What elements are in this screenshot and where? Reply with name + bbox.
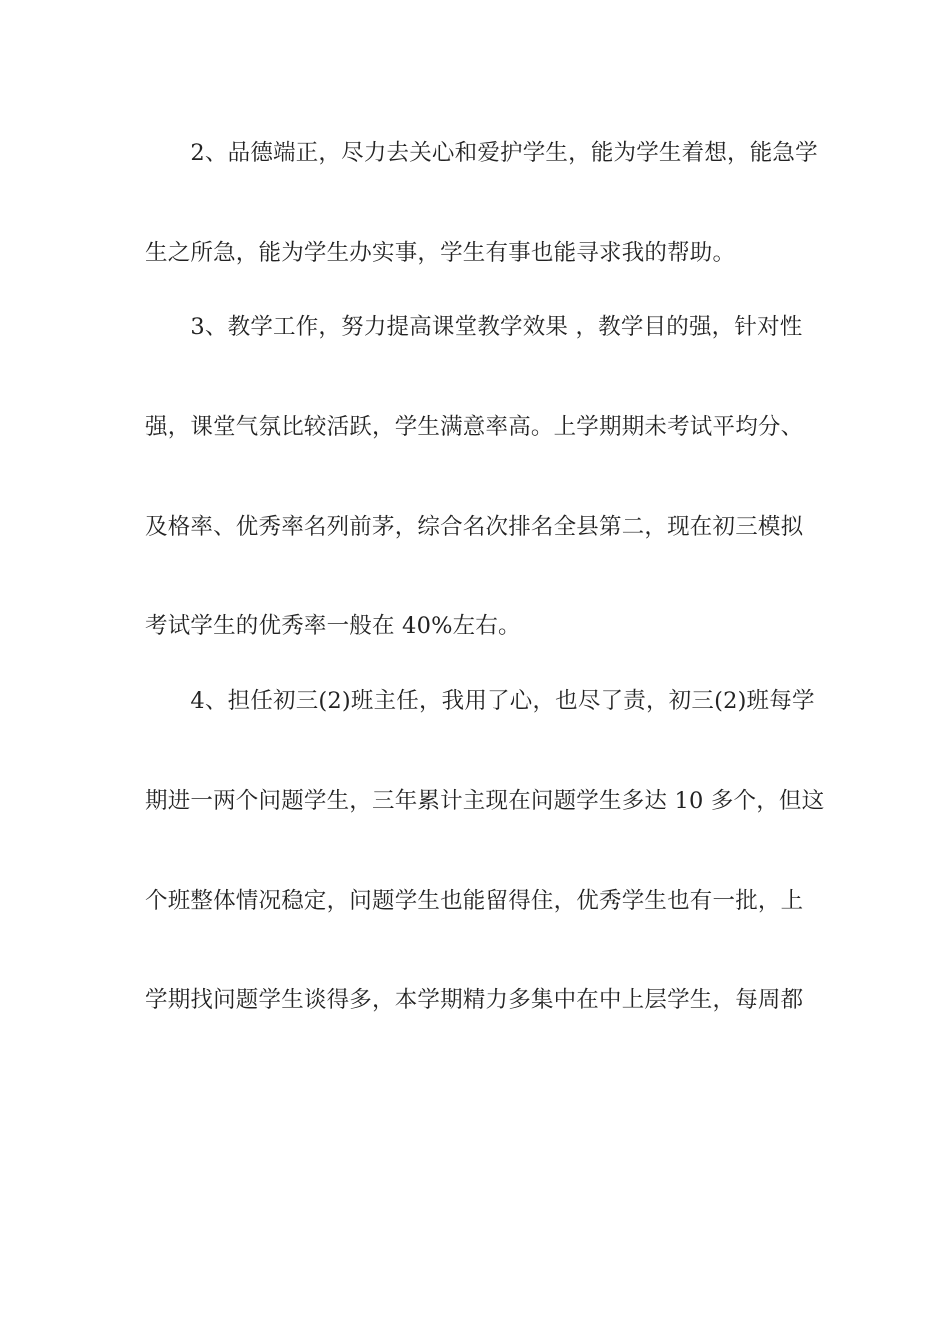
paragraph-4-line-3: 个班整体情况稳定，问题学生也能留得住，优秀学生也有一批，上 [145,888,804,914]
paragraph-4-line-2: 期进一两个问题学生，三年累计主现在问题学生多达 10 多个，但这 [145,788,825,814]
paragraph-4-line-4: 学期找问题学生谈得多，本学期精力多集中在中上层学生，每周都 [145,987,804,1013]
paragraph-3-line-3: 及格率、优秀率名列前茅，综合名次排名全县第二，现在初三模拟 [145,514,804,540]
paragraph-2-line-2: 生之所急，能为学生办实事，学生有事也能寻求我的帮助。 [145,240,736,266]
paragraph-2-line-1: 2、品德端正，尽力去关心和爱护学生，能为学生着想，能急学 [145,140,818,166]
paragraph-3-line-1: 3、教学工作，努力提高课堂教学效果 ，教学目的强，针对性 [145,314,803,340]
paragraph-4-line-1: 4、担任初三(2)班主任，我用了心，也尽了责，初三(2)班每学 [145,688,815,714]
paragraph-3-line-2: 强，课堂气氛比较活跃，学生满意率高。上学期期未考试平均分、 [145,414,804,440]
paragraph-3-line-4: 考试学生的优秀率一般在 40%左右。 [145,613,521,639]
